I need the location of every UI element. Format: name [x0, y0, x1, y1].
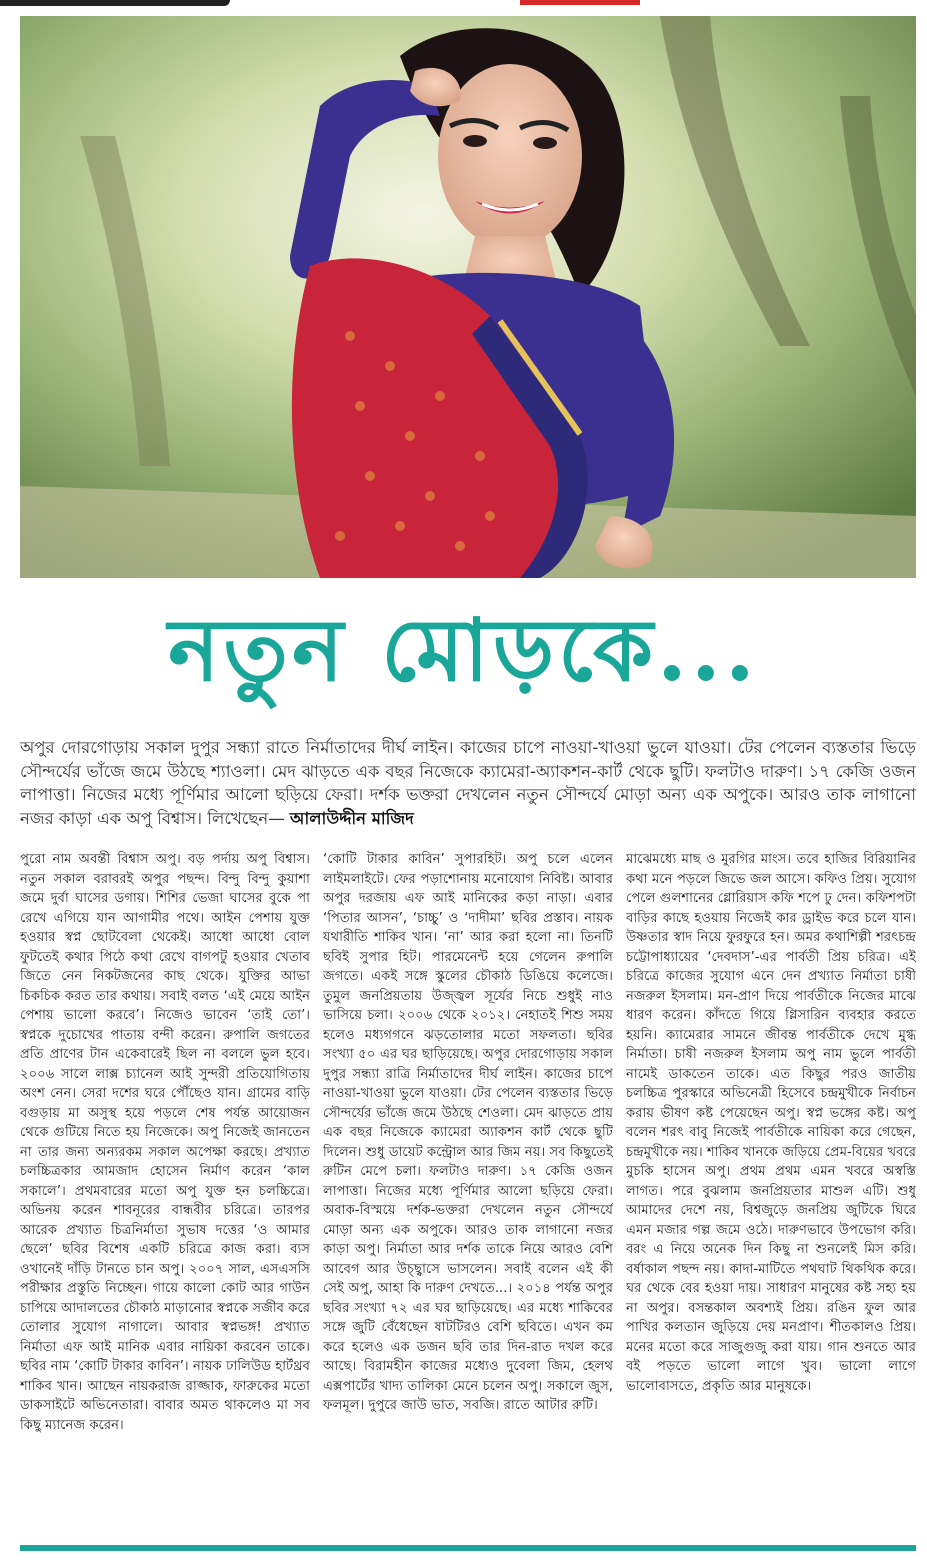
- column-text: ‘কোটি টাকার কাবিন’ সুপারহিট। অপু চলে এলেন লাইমলাইটে। ফের পড়াশোনায় মনোযোগ নিবিষ্ট। আবার অপুর দরজায় এফ আই মানিকের কড়া নাড়া। এবার ‘পিতার আসন’, ‘চাচ্চু’ ও ‘দাদীমা’ ছবির প্রস্তাব। নায়ক যথারীতি শাকিব খান। ‘না’ আর করা হলো না। তিনটি ছবিই সুপার হিট। পারমেনেন্ট হয়ে গেলেন রুপালি জগতে। একই সঙ্গে স্কুলের চৌকাঠ ডিঙিয়ে কলেজে। তুমুল জনপ্রিয়তায় উজ্জ্বল সূর্যের নিচে শুধুই নাও ভাসিয়ে চলা। ২০০৬ থেকে ২০১২। নেহাতই শিশু সময় হলেও মধ্যগগনে ঝড়তোলার মতো সফলতা। ছবির সংখ্যা ৫০ এর ঘর ছাড়িয়েছে। অপুর দোরগোড়ায় সকাল দুপুর সন্ধ্যা রাত্রি নির্মাতাদের দীর্ঘ লাইন। কাজের চাপে নাওয়া-খাওয়া ভুলে যাওয়া। টের পেলেন ব্যস্ততার ভিড়ে সৌন্দর্যের ভাঁজে জমে উঠছে শেওলা। মেদ ঝাড়তে প্রায় এক বছর নিজেকে ক্যামেরা অ্যাকশন কার্ট থেকে ছুটি দিলেন। শুধু ডায়েট কন্ট্রোল আর জিম নয়। সব কিছুতেই রুটিন মেপে চলা। ফলটাও দারুণ। ১৭ কেজি ওজন লাপাত্তা। নিজের মধ্যে পূর্ণিমার আলো ছড়িয়ে ফেরা। অবাক-বিস্ময়ে দর্শক-ভক্তরা দেখলেন নতুন সৌন্দর্যে মোড়া অন্য এক অপুকে। আরও তাক লাগানো নজর কাড়া অপু। নির্মাতা আর দর্শক তাকে নিয়ে আরও বেশি আবেগ আর উচ্ছ্বাসে ভাসলেন। সবাই বলেন এই কী সেই অপু, আহা কি দারুণ দেখতে...। ২০১৪ পর্যন্ত অপুর ছবির সংখ্যা ৭২ এর ঘর ছাড়িয়েছে। এর মধ্যে শাকিবের সঙ্গে জুটি বেঁধেছেন ষাটটিরও বেশি ছবিতে। এখন কম করে হলেও এক ডজন ছবি তার দিন-রাত দখল করে আছে। বিরামহীন কাজের মধ্যেও দুবেলা জিম, হেলথ এক্সপার্টের খাদ্য তালিকা মেনে চলেন অপু। সকালে জুস, ফলমূল। দুপুরে জাউ ভাত, সবজি। রাতে আটার রুটি।: [323, 852, 613, 1413]
- intro-paragraph: [20, 736, 916, 830]
- article-column-3: [626, 850, 916, 1540]
- column-text: মাঝেমধ্যে মাছ ও মুরগির মাংস। তবে হাজির বিরিয়ানির কথা মনে পড়লে জিভে জল আসে। কফিও প্রিয়। সুযোগ পেলে গুলশানের গ্লোরিয়াস কফি শপে ঢু দেন। কফিশপটা বাড়ির কাছে হওয়ায় নিজেই কার ড্রাইভ করে চলে যান। উষ্ণতার স্বাদ নিয়ে ফুরফুরে হন। অমর কথাশিল্পী শরৎচন্দ্র চট্টোপাধ্যায়ের ‘দেবদাস’-এর পার্বতী প্রিয় চরিত্র। এই চরিত্রে কাজের সুযোগ এনে দেন প্রখ্যাত নির্মাতা চাষী নজরুল ইসলাম। মন-প্রাণ দিয়ে পার্বতীকে নিজের মাঝে ধারণ করেন। কাঁদতে গিয়ে গ্লিসারিন ব্যবহার করতে হয়নি। ক্যামেরার সামনে জীবন্ত পার্বতীকে দেখে মুগ্ধ নির্মাতা। চাষী নজরুল ইসলাম অপু নাম ভুলে পার্বতী নামেই ডাকতেন তাকে। এত কিছুর পরও জাতীয় চলচ্চিত্র পুরস্কারে অভিনেত্রী হিসেবে চন্দ্রমুখীকে নির্বাচন করায় ভীষণ কষ্ট পেয়েছেন অপু। স্বপ্ন ভঙ্গের কষ্ট। অপু বলেন শরৎ বাবু নিজেই পার্বতীকে নায়িকা করে গেছেন, চন্দ্রমুখীকে নয়। শাকিব খানকে জড়িয়ে প্রেম-বিয়ের খবরে মুচকি হাসেন অপু। প্রথম প্রথম এমন খবরে অস্বস্তি লাগত। পরে বুঝলাম জনপ্রিয়তার মাশুল এটি। শুধু আমাদের দেশে নয়, বিশ্বজুড়ে জনপ্রিয় জুটিকে ঘিরে এমন মজার গল্প জমে ওঠে। দারুণভাবে উপভোগ করি। বরং এ নিয়ে অনেক দিন কিছু না শুনলেই মিস করি। বর্ষাকাল পছন্দ নয়। কাদা-মাটিতে পথঘাট থিকথিক করে। ঘর থেকে বের হওয়া দায়। সাধারণ মানুষের কষ্ট সহ্য হয় না অপুর। বসন্তকাল অবশ্যই প্রিয়। রঙিন ফুল আর পাখির কলতান জুড়িয়ে দেয় মনপ্রাণ। শীতকালও প্রিয়। মনের মতো করে সাজুগুজু করা যায়। গান শুনতে আর বই পড়তে ভালো লাগে খুব। ভালো লাগে ভালোবাসতে, প্রকৃতি আর মানুষকে।: [626, 852, 916, 1394]
- article-columns: [20, 850, 916, 1540]
- header-bar: [0, 0, 230, 6]
- header-accent: [520, 0, 640, 5]
- feature-photo: [20, 16, 916, 578]
- column-text: পুরো নাম অবন্তী বিশ্বাস অপু। বড় পর্দায় অপু বিশ্বাস। নতুন সকাল বরাবরই অপুর পছন্দ। বিন্দু বিন্দু কুয়াশা জমে দুর্বা ঘাসের ডগায়। শিশির ভেজা ঘাসের বুকে পা রেখে এগিয়ে যান আগামীর পথে। আইন পেশায় যুক্ত হওয়ার স্বপ্ন ছোটবেলা থেকেই। আধো আধো বোল ফুটতেই কথার পিঠে কথা রেখে বাগপটু হওয়ার খেতাব জিতে নেন নিকটজনের কাছ থেকে। যুক্তির আভা চিকচিক করত তার কথায়। সবাই বলত ‘এই মেয়ে আইন পেশায় ভালো করবে’। নিজেও ভাবেন ‘তাই তো’। স্বপ্নকে দুচোখের পাতায় বন্দী করেন। রুপালি জগতের প্রতি প্রাণের টান একেবারেই ছিল না বললে ভুল হবে। ২০০৬ সালে লাক্স চ্যানেল আই সুন্দরী প্রতিযোগিতায় অংশ নেন। সেরা দশের ঘরে পৌঁছেও যান। গ্রামের বাড়ি বগুড়ায় মা অসুস্থ হয়ে পড়লে শেষ পর্যন্ত আয়োজন থেকে গুটিয়ে নিতে হয় নিজেকে। অপু নিজেই জানতেন না তার জন্য অন্যরকম সকাল অপেক্ষা করছে। প্রখ্যাত চলচ্চিত্রকার আমজাদ হোসেন নির্মাণ করেন ‘কাল সকালে’। প্রথমবারের মতো অপু যুক্ত হন চলচ্চিত্রে। অভিনয় করেন শাবনূরের বান্ধবীর চরিত্রে। তারপর আরেক প্রখ্যাত চিত্রনির্মাতা সুভাষ দত্তের ‘ও আমার ছেলে’ ছবির বিশেষ একটি চরিত্রে কাজ করা। ব্যস ওখানেই দাঁড়ি টানতে চান অপু। ২০০৭ সাল, এসএসসি পরীক্ষার প্রস্তুতি নিচ্ছেন। গায়ে কালো কোট আর গাউন চাপিয়ে আদালতের চৌকাঠ মাড়ানোর স্বপ্নকে সজীব করে তোলার সুযোগ নাগালে। আবার স্বপ্নভঙ্গ! প্রখ্যাত নির্মাতা এফ আই মানিক এবার নায়িকা করবেন তাকে। ছবির নাম ‘কোটি টাকার কাবিন’। নায়ক ঢালিউড হার্টথ্রব শাকিব খান। আছেন নায়করাজ রাজ্জাক, ফারুকের মতো ডাকসাইটে অভিনেতারা। বাবার অমত থাকলেও মা সব কিছু ম্যানেজ করেন।: [20, 852, 310, 1433]
- byline: আলাউদ্দীন মাজিদ: [290, 808, 414, 828]
- headline: নতুন মোড়কে...: [168, 600, 759, 701]
- photo-illustration: [20, 16, 916, 578]
- intro-text: অপুর দোরগোড়ায় সকাল দুপুর সন্ধ্যা রাতে নির্মাতাদের দীর্ঘ লাইন। কাজের চাপে নাওয়া-খাওয়া ভুলে যাওয়া। টের পেলেন ব্যস্ততার ভিড়ে সৌন্দর্যের ভাঁজে জমে উঠছে শ্যাওলা। মেদ ঝাড়তে এক বছর নিজেকে ক্যামেরা-অ্যাকশন-কার্ট থেকে ছুটি। ফলটাও দারুণ। ১৭ কেজি ওজন লাপাত্তা। নিজের মধ্যে পূর্ণিমার আলো ছড়িয়ে ফেরা। দর্শক ভক্তরা দেখলেন নতুন সৌন্দর্যে মোড়া অন্য এক অপুকে। আরও তাক লাগানো নজর কাড়া এক অপু বিশ্বাস। লিখেছেন—: [20, 738, 916, 828]
- article-column-2: [323, 850, 613, 1540]
- article-column-1: [20, 850, 310, 1540]
- page-top-strip: [0, 0, 927, 14]
- bottom-rule: [20, 1545, 916, 1551]
